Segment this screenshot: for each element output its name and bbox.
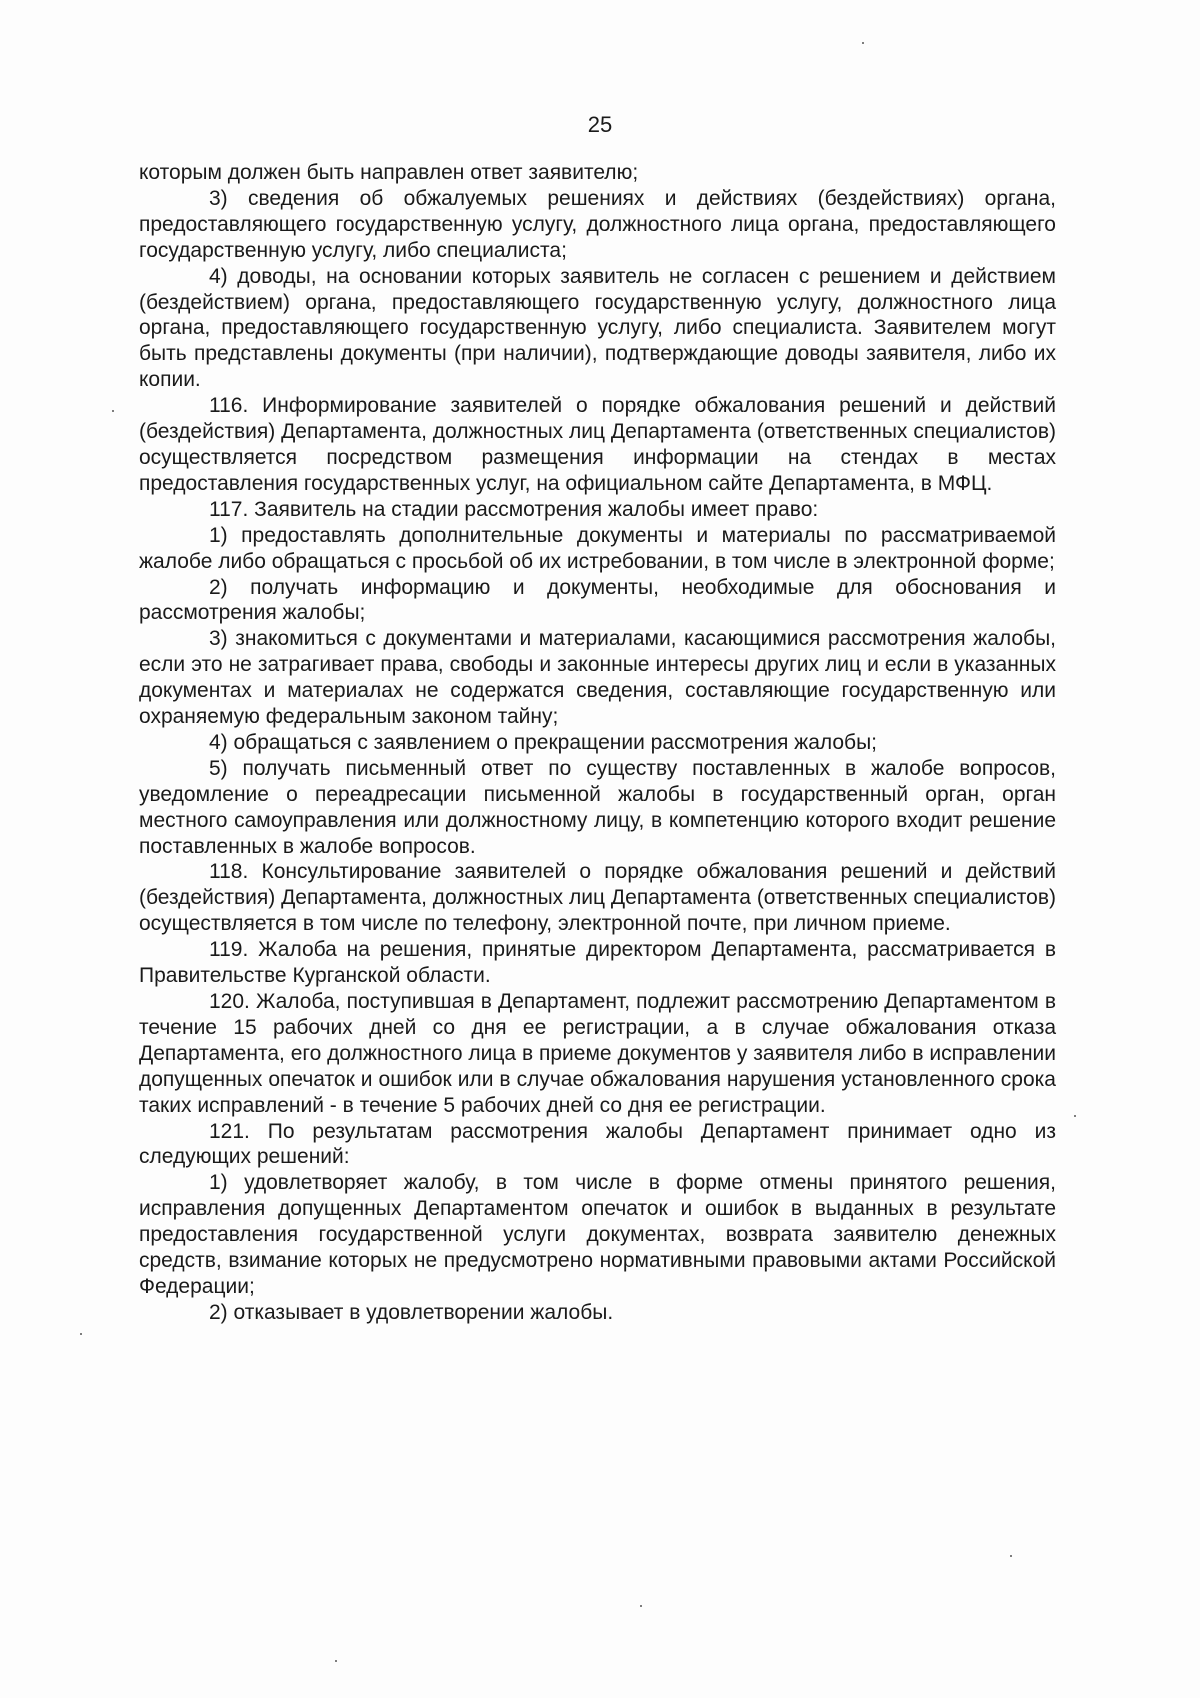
paragraph-121-item-1: 1) удовлетворяет жалобу, в том числе в форме отмены принятого решения, исправления допущенных Департаментом опечаток и ошибок в выданных в результате предоставления государственной услуги документах, возврата заявителю денежных средств, взимание которых не предусмотрено нормативными правовыми актами Российской Федерации; bbox=[139, 1171, 1056, 1298]
paragraph-117-item-5: 5) получать письменный ответ по существу поставленных в жалобе вопросов, уведомление о переадресации письменной жалобы в государственный орган, орган местного самоуправления или должностному лицу, в компетенцию которого входит решение поставленных в жалобе вопросов. bbox=[139, 756, 1056, 858]
scan-speck bbox=[112, 410, 114, 412]
paragraph-117-item-4: 4) обращаться с заявлением о прекращении рассмотрения жалобы; bbox=[209, 730, 878, 754]
paragraph-117: 117. Заявитель на стадии рассмотрения жалобы имеет право: bbox=[209, 497, 819, 521]
paragraph-121-item-2: 2) отказывает в удовлетворении жалобы. bbox=[209, 1300, 614, 1324]
paragraph-117-item-3: 3) знакомиться с документами и материалами, касающимися рассмотрения жалобы, если это не затрагивает права, свободы и законные интересы других лиц и если в указанных документах и материалах не содержатся сведения, составляющие государственную или охраняемую федеральным законом тайну; bbox=[139, 627, 1056, 729]
scan-speck bbox=[80, 1333, 82, 1335]
paragraph-119: 119. Жалоба на решения, принятые директором Департамента, рассматривается в Правительстве Курганской области. bbox=[139, 938, 1056, 988]
paragraph-item-3: 3) сведения об обжалуемых решениях и действиях (бездействиях) органа, предоставляющего государственную услугу, должностного лица органа, предоставляющего государственную услугу, либо специалиста; bbox=[139, 186, 1056, 262]
paragraph-116: 116. Информирование заявителей о порядке обжалования решений и действий (бездействия) Департамента, должностных лиц Департамента (ответственных специалистов) осуществляется посредством размещения информации на стендах в местах предоставления государственных услуг, на официальном сайте Департамента, в МФЦ. bbox=[139, 394, 1056, 495]
paragraph-item-4: 4) доводы, на основании которых заявитель не согласен с решением и действием (бездействием) органа, предоставляющего государственную услугу, должностного лица органа, предоставляющего государственную услугу, либо специалиста. Заявителем могут быть представлены документы (при наличии), подтверждающие доводы заявителя, либо их копии. bbox=[139, 264, 1056, 392]
paragraph-120: 120. Жалоба, поступившая в Департамент, подлежит рассмотрению Департаментом в течение 15 рабочих дней со дня ее регистрации, а в случае обжалования отказа Департамента, его должностного лица в приеме документов у заявителя либо в исправлении допущенных опечаток и ошибок или в случае обжалования нарушения установленного срока таких исправлений - в течение 5 рабочих дней со дня ее регистрации. bbox=[139, 990, 1056, 1117]
paragraph-117-item-2: 2) получать информацию и документы, необходимые для обоснования и рассмотрения жалобы; bbox=[139, 575, 1056, 625]
paragraph-121: 121. По результатам рассмотрения жалобы Департамент принимает одно из следующих решений: bbox=[139, 1119, 1056, 1169]
paragraph-117-item-1: 1) предоставлять дополнительные документы и материалы по рассматриваемой жалобе либо обращаться с просьбой об их истребовании, в том числе в электронной форме; bbox=[139, 523, 1056, 573]
scan-speck bbox=[1010, 1555, 1012, 1557]
scan-speck bbox=[862, 42, 864, 44]
page-number: 25 bbox=[587, 112, 613, 137]
scan-speck bbox=[640, 1605, 642, 1607]
scan-speck bbox=[335, 1660, 337, 1662]
document-body bbox=[139, 160, 1056, 1326]
paragraph-continuation: которым должен быть направлен ответ заявителю; bbox=[139, 161, 639, 184]
paragraph-118: 118. Консультирование заявителей о порядке обжалования решений и действий (бездействия) Департамента, должностных лиц Департамента (ответственных специалистов) осуществляется в том числе по телефону, электронной почте, при личном приеме. bbox=[139, 860, 1056, 936]
scan-speck bbox=[1074, 1115, 1076, 1117]
